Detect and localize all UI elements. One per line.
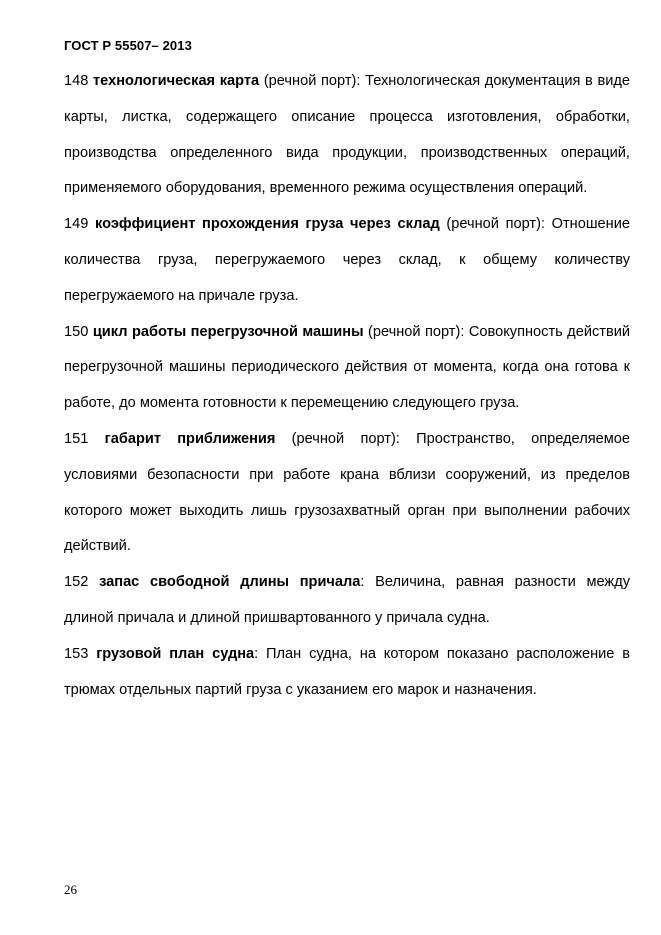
term-name: технологическая карта <box>93 73 260 89</box>
term-number: 153 <box>64 645 89 662</box>
term-number: 150 <box>64 323 89 340</box>
term-definition: План судна, на котором показано расположение в трюмах отдельных партий груза с указанием его марок и назначения. <box>64 645 630 698</box>
term-qualifier: (речной порт): <box>259 73 366 89</box>
term-qualifier: (речной порт): <box>439 216 552 233</box>
term-name: габарит приближения <box>104 430 276 447</box>
term-entry-153 <box>64 637 630 709</box>
term-definition: Пространство, определяемое условиями безопасности при работе крана вблизи сооружений, из пределов которого может выходить лишь грузозахватный орган при выполнении рабочих действий. <box>64 430 630 555</box>
term-number: 148 <box>64 73 89 89</box>
term-qualifier: : <box>360 574 376 591</box>
document-standard-header: ГОСТ Р 55507– 2013 <box>64 38 192 53</box>
term-qualifier: (речной порт): <box>275 430 417 447</box>
term-entry-151 <box>64 422 630 565</box>
term-qualifier: : <box>254 645 267 662</box>
term-entry-148 <box>64 64 630 207</box>
term-qualifier: (речной порт): <box>363 323 469 340</box>
term-definition: Отношение количества груза, перегружаемого через склад, к общему количеству перегружаемого на причале груза. <box>64 216 630 304</box>
term-definition: Величина, равная разности между длиной причала и длиной пришвартованного у причала судна. <box>64 574 631 626</box>
term-name: коэффициент прохождения груза через склад <box>95 216 440 233</box>
term-entry-149 <box>64 207 630 314</box>
terms-list <box>64 64 630 708</box>
page-number: 26 <box>64 882 77 897</box>
term-name: запас свободной длины причала <box>99 574 361 591</box>
term-number: 152 <box>64 574 89 591</box>
term-definition: Совокупность действий перегрузочной машины периодического действия от момента, когда она готова к работе, до момента готовности к перемещению следующего груза. <box>64 323 631 412</box>
term-number: 151 <box>64 430 89 447</box>
term-entry-152 <box>64 565 630 637</box>
term-number: 149 <box>64 216 89 233</box>
term-entry-150 <box>64 315 630 422</box>
term-definition: Технологическая документация в виде карты, листка, содержащего описание процесса изготовления, обработки, производства определенного вида продукции, производственных операций, применяемого оборудования, временного режима осуществления операций. <box>64 73 630 197</box>
term-name: цикл работы перегрузочной машины <box>92 323 364 340</box>
term-name: грузовой план судна <box>96 645 255 662</box>
